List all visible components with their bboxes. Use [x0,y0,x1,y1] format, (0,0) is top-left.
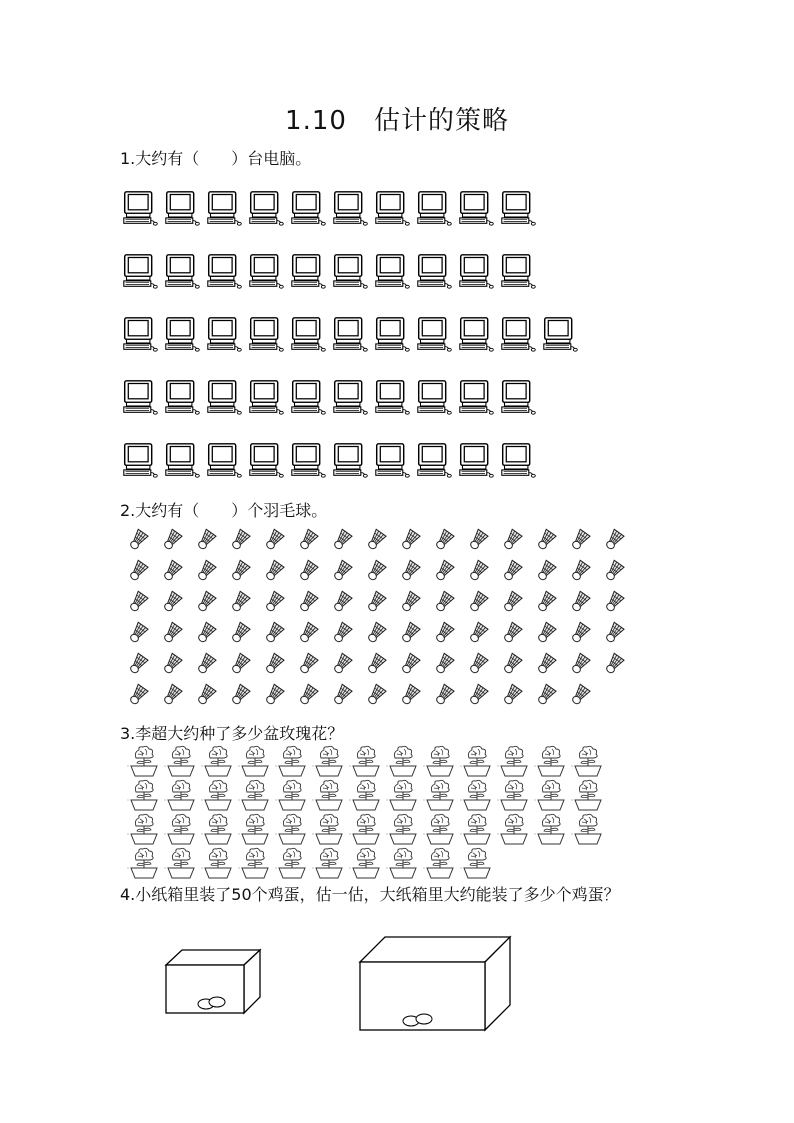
shuttlecock-icon [362,651,396,679]
computer-icon [206,253,242,289]
shuttlecock-icon [124,527,158,555]
shuttlecock-icon [430,651,464,679]
computer-icon [206,190,242,226]
computer-icon [458,379,494,415]
computer-icon [248,379,284,415]
shuttlecock-icon [498,589,532,617]
potted-rose-icon [126,846,163,880]
shuttlecock-icon [124,651,158,679]
computer-icon [374,190,410,226]
computer-icon [164,379,200,415]
shuttlecock-icon [226,620,260,648]
question-4-text: 4.小纸箱里装了50个鸡蛋，估一估，大纸箱里大约能装了多少个鸡蛋？ [120,885,620,904]
shuttlecock-row [124,527,634,555]
shuttlecock-icon [396,589,430,617]
shuttlecock-icon [124,620,158,648]
computer-icon [122,379,158,415]
potted-rose-icon [422,812,459,846]
shuttlecock-icon [328,620,362,648]
shuttlecock-icon [566,651,600,679]
computer-icon [122,190,158,226]
shuttlecock-icon [328,558,362,586]
potted-rose-icon [311,812,348,846]
shuttlecock-icon [566,558,600,586]
shuttlecock-icon [260,558,294,586]
shuttlecock-icon [430,558,464,586]
computer-icon [290,316,326,352]
shuttlecock-icon [396,620,430,648]
large-box-with-eggs [360,937,510,1030]
potted-rose-icon [274,846,311,880]
shuttlecock-icon [192,682,226,710]
computer-icon [206,442,242,478]
potted-rose-icon [163,846,200,880]
potted-rose-icon [385,744,422,778]
potted-rose-icon [570,744,607,778]
potted-rose-icon [126,744,163,778]
computer-icon [332,253,368,289]
shuttlecock-icon [328,527,362,555]
shuttlecock-row [124,620,634,648]
shuttlecock-icon [600,527,634,555]
potted-rose-icon [459,744,496,778]
shuttlecock-icon [532,558,566,586]
computer-icon [374,316,410,352]
shuttlecock-icon [158,589,192,617]
computer-icon [374,253,410,289]
potted-rose-icon [237,846,274,880]
computer-icon [290,442,326,478]
shuttlecock-icon [362,558,396,586]
shuttlecock-icon [294,589,328,617]
computer-icon [458,190,494,226]
computer-icon [164,442,200,478]
shuttlecock-icon [158,651,192,679]
question-1-text: 1.大约有（ ）台电脑。 [120,149,312,168]
shuttlecock-icon [532,527,566,555]
computer-icon [332,379,368,415]
potted-rose-icon [459,812,496,846]
computer-icon [206,316,242,352]
computer-icon [332,442,368,478]
computer-icon [332,316,368,352]
small-box-with-eggs [166,950,260,1013]
computer-row [122,442,536,478]
potted-rose-icon [274,778,311,812]
shuttlecock-icon [396,527,430,555]
shuttlecock-icon [158,620,192,648]
potted-rose-row [126,778,607,812]
shuttlecock-icon [192,589,226,617]
potted-rose-icon [237,812,274,846]
page-title: 1.10 估计的策略 [285,106,509,136]
potted-rose-icon [496,778,533,812]
potted-rose-icon [200,812,237,846]
potted-rose-icon [348,744,385,778]
shuttlecock-icon [362,620,396,648]
computer-icon [248,190,284,226]
shuttlecock-icon [430,620,464,648]
computer-icon [122,316,158,352]
computer-icon [416,442,452,478]
shuttlecock-icon [294,620,328,648]
computer-icon [500,379,536,415]
computer-icon [458,316,494,352]
potted-rose-icon [311,846,348,880]
potted-rose-icon [163,812,200,846]
shuttlecock-icon [260,682,294,710]
question-3-text: 3.李超大约种了多少盆玫瑰花？ [120,724,344,743]
potted-rose-icon [311,778,348,812]
potted-rose-icon [496,812,533,846]
shuttlecock-icon [124,558,158,586]
potted-rose-icon [274,744,311,778]
computer-icon [500,316,536,352]
shuttlecock-icon [532,620,566,648]
computer-icon [416,316,452,352]
shuttlecock-icon [464,682,498,710]
shuttlecock-icon [226,682,260,710]
shuttlecock-icon [158,682,192,710]
shuttlecock-icon [498,651,532,679]
potted-rose-icon [274,812,311,846]
computer-icon [164,253,200,289]
potted-rose-icon [459,846,496,880]
potted-rose-icon [533,744,570,778]
shuttlecock-row [124,682,600,710]
potted-rose-row [126,846,496,880]
shuttlecock-icon [192,558,226,586]
shuttlecock-icon [566,527,600,555]
potted-rose-icon [422,744,459,778]
potted-rose-icon [311,744,348,778]
computer-icon [290,379,326,415]
computer-icon [542,316,578,352]
shuttlecock-icon [226,589,260,617]
shuttlecock-icon [260,620,294,648]
shuttlecock-icon [192,651,226,679]
potted-rose-icon [385,778,422,812]
shuttlecock-row [124,589,634,617]
potted-rose-icon [570,778,607,812]
shuttlecock-icon [430,589,464,617]
shuttlecock-icon [158,527,192,555]
potted-rose-icon [237,744,274,778]
shuttlecock-icon [464,620,498,648]
shuttlecock-icon [430,682,464,710]
shuttlecock-icon [600,589,634,617]
potted-rose-row [126,812,607,846]
computer-icon [458,442,494,478]
potted-rose-icon [422,846,459,880]
computer-icon [500,190,536,226]
question-2-text: 2.大约有（ ）个羽毛球。 [120,501,328,520]
potted-rose-icon [348,778,385,812]
potted-rose-icon [533,778,570,812]
potted-rose-icon [163,744,200,778]
shuttlecock-icon [226,651,260,679]
shuttlecock-icon [294,651,328,679]
computer-icon [122,442,158,478]
computer-icon [458,253,494,289]
shuttlecock-icon [124,589,158,617]
computer-icon [500,442,536,478]
computer-row [122,379,536,415]
shuttlecock-icon [328,682,362,710]
computer-icon [416,253,452,289]
computer-icon [290,190,326,226]
shuttlecock-icon [192,620,226,648]
computer-icon [416,190,452,226]
shuttlecock-icon [566,589,600,617]
computer-icon [206,379,242,415]
shuttlecock-icon [498,558,532,586]
shuttlecock-icon [396,558,430,586]
computer-icon [374,442,410,478]
computer-icon [122,253,158,289]
shuttlecock-icon [498,620,532,648]
potted-rose-icon [200,744,237,778]
potted-rose-icon [200,846,237,880]
shuttlecock-icon [566,620,600,648]
shuttlecock-icon [600,651,634,679]
potted-rose-row [126,744,607,778]
shuttlecock-icon [192,527,226,555]
potted-rose-icon [348,846,385,880]
shuttlecock-icon [600,620,634,648]
shuttlecock-row [124,558,634,586]
shuttlecock-icon [532,682,566,710]
shuttlecock-icon [600,558,634,586]
computer-icon [416,379,452,415]
shuttlecock-icon [396,651,430,679]
shuttlecock-icon [294,558,328,586]
computer-icon [374,379,410,415]
potted-rose-icon [126,812,163,846]
shuttlecock-icon [396,682,430,710]
computer-icon [500,253,536,289]
shuttlecock-icon [362,527,396,555]
potted-rose-icon [533,812,570,846]
shuttlecock-icon [260,651,294,679]
potted-rose-icon [200,778,237,812]
shuttlecock-icon [464,651,498,679]
shuttlecock-icon [294,527,328,555]
potted-rose-icon [570,812,607,846]
potted-rose-icon [126,778,163,812]
potted-rose-icon [237,778,274,812]
shuttlecock-icon [464,527,498,555]
shuttlecock-icon [124,682,158,710]
computer-row [122,190,536,226]
shuttlecock-icon [532,651,566,679]
computer-icon [332,190,368,226]
potted-rose-icon [348,812,385,846]
shuttlecock-row [124,651,634,679]
potted-rose-icon [422,778,459,812]
potted-rose-icon [163,778,200,812]
shuttlecock-icon [532,589,566,617]
shuttlecock-icon [226,527,260,555]
shuttlecock-icon [226,558,260,586]
computer-icon [164,190,200,226]
shuttlecock-icon [260,527,294,555]
box-figures [160,935,520,1035]
shuttlecock-icon [464,558,498,586]
potted-rose-icon [385,846,422,880]
shuttlecock-icon [566,682,600,710]
computer-icon [290,253,326,289]
shuttlecock-icon [430,527,464,555]
shuttlecock-icon [294,682,328,710]
shuttlecock-icon [464,589,498,617]
computer-icon [248,442,284,478]
potted-rose-icon [496,744,533,778]
shuttlecock-icon [362,682,396,710]
shuttlecock-icon [498,527,532,555]
shuttlecock-icon [328,651,362,679]
shuttlecock-icon [158,558,192,586]
shuttlecock-icon [498,682,532,710]
shuttlecock-icon [328,589,362,617]
shuttlecock-icon [362,589,396,617]
potted-rose-icon [385,812,422,846]
shuttlecock-icon [260,589,294,617]
computer-icon [248,253,284,289]
computer-row [122,316,578,352]
computer-icon [164,316,200,352]
potted-rose-icon [459,778,496,812]
computer-icon [248,316,284,352]
computer-row [122,253,536,289]
